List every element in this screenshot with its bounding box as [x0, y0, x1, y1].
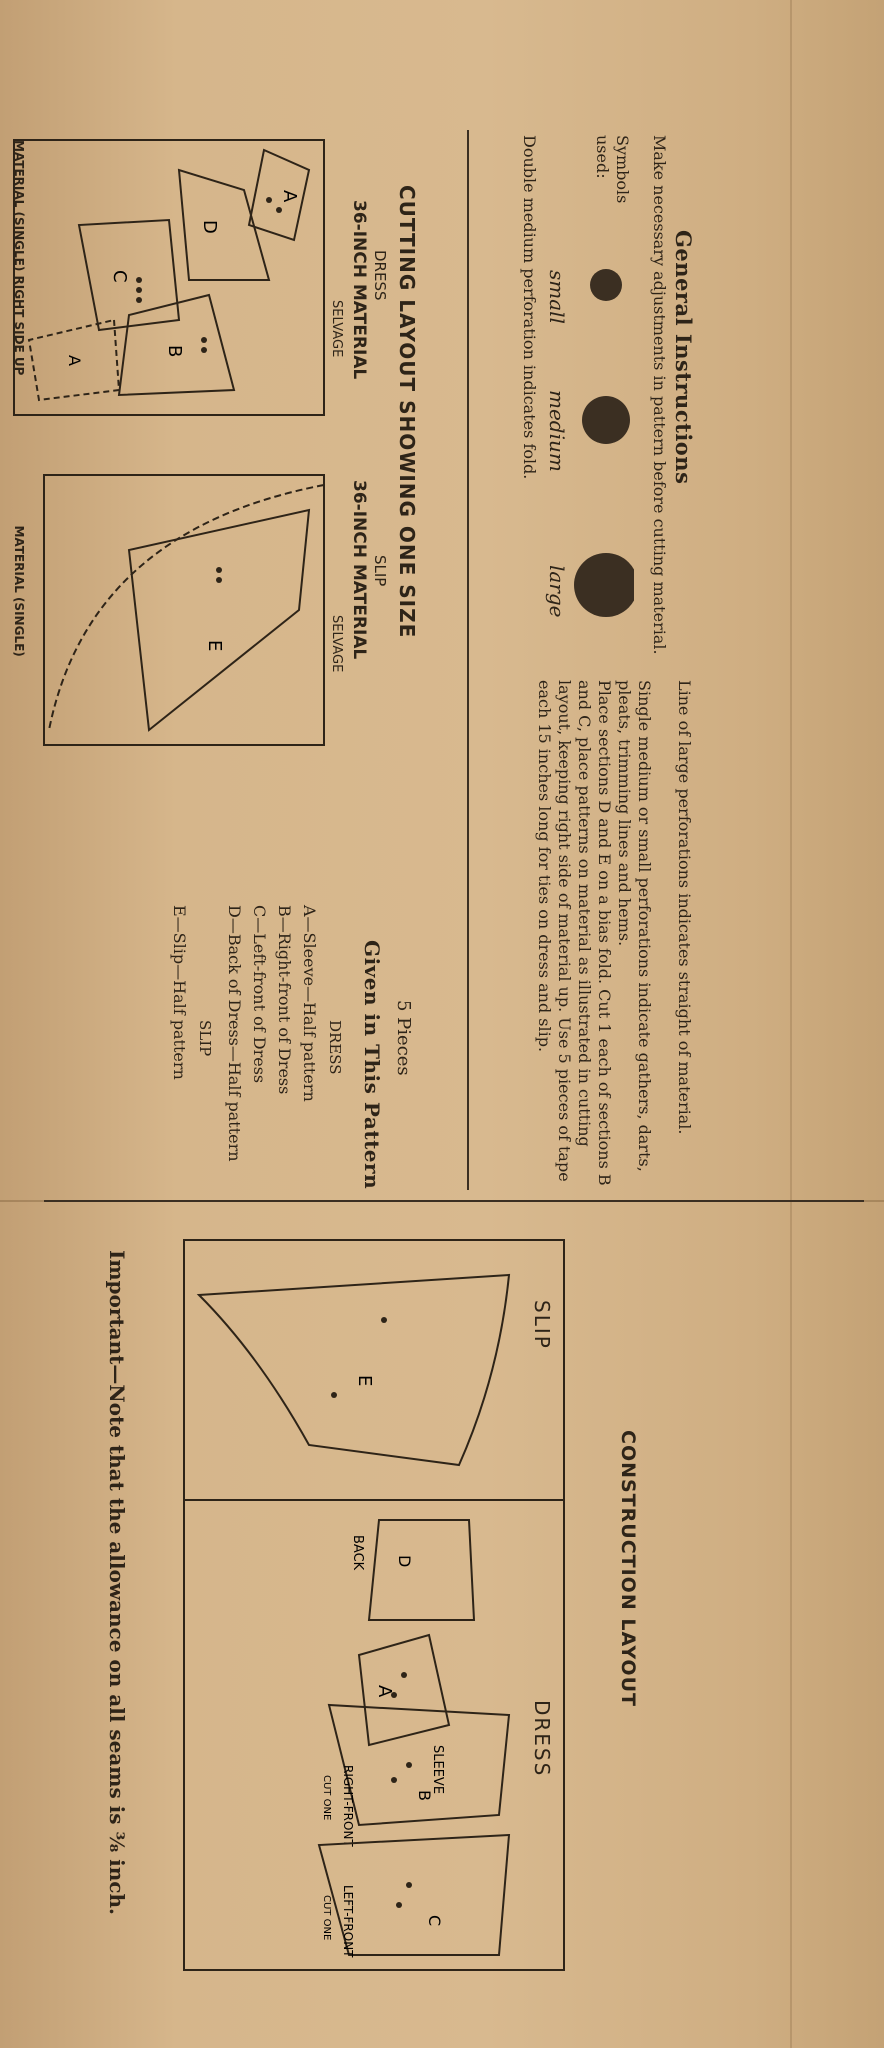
construct-back: BACK — [350, 1535, 365, 1571]
construct-piece-d — [369, 1520, 474, 1620]
piece-item-d: D—Back of Dress—Half pattern — [225, 905, 244, 1162]
construct-letter-a: A — [374, 1685, 395, 1698]
piece-item-b: B—Right-front of Dress — [275, 905, 294, 1095]
construct-left-front: LEFT-FRONT — [341, 1885, 355, 1958]
dress-cutting-frame — [14, 140, 324, 415]
slip-fold-line — [49, 485, 324, 730]
pieces-count: 5 Pieces — [393, 1000, 414, 1076]
symbols-label: Symbols used: — [593, 135, 632, 204]
cut-dress-width: 36-INCH MATERIAL — [349, 200, 369, 380]
cut-dress-side-label: RIGHT SIDE UP — [12, 275, 26, 376]
letter-a-2: A — [65, 355, 84, 366]
large-label: large — [545, 565, 569, 618]
construction-dress-label: DRESS — [530, 1700, 554, 1778]
small-label: small — [545, 270, 569, 324]
piece-d — [179, 170, 269, 280]
single-perf-text: Single medium or small perforations indicate gathers, darts, pleats, trimming lines and hems. — [615, 680, 654, 1172]
medium-label: medium — [545, 390, 569, 472]
piece-item-e: E—Slip—Half pattern — [170, 905, 189, 1080]
pieces-given: Given in This Pattern — [360, 940, 384, 1190]
cut-material-labels — [12, 140, 26, 657]
cut-slip-material-label: MATERIAL (SINGLE) — [12, 525, 26, 657]
construct-letter-c: C — [425, 1915, 444, 1927]
piece-e — [129, 510, 309, 730]
cut-slip-selvage: SELVAGE — [329, 615, 344, 673]
letter-b: B — [164, 345, 185, 358]
construct-piece-a — [359, 1635, 449, 1745]
medium-perforation-icon — [582, 396, 630, 444]
construction-slip-label: SLIP — [530, 1300, 554, 1350]
section-divider — [467, 130, 469, 1190]
vertical-divider — [44, 1200, 864, 1202]
cut-slip-name: SLIP — [371, 555, 389, 587]
cutting-title: CUTTING LAYOUT SHOWING ONE SIZE — [395, 185, 419, 639]
construct-cut-one-c: CUT ONE — [321, 1895, 332, 1941]
construct-letter-d: D — [395, 1555, 414, 1568]
cut-dress-name: DRESS — [371, 250, 389, 301]
construction-title: CONSTRUCTION LAYOUT — [617, 1430, 639, 1707]
construct-piece-e — [199, 1275, 509, 1465]
general-title: General Instructions — [671, 230, 696, 485]
large-perforation-icon — [574, 553, 634, 617]
construct-letter-b: B — [415, 1790, 434, 1801]
construct-piece-b — [329, 1705, 509, 1825]
important-note: Important—Note that the allowance on all seams is ⅜ inch. — [105, 1250, 129, 1915]
cut-dress-selvage: SELVAGE — [329, 300, 344, 358]
cutting-diagrams — [0, 130, 329, 920]
cut-slip-width: 36-INCH MATERIAL — [349, 480, 369, 660]
small-perforation-icon — [590, 269, 622, 301]
construction-diagram — [179, 1235, 569, 1975]
letter-a: A — [279, 190, 300, 203]
pieces-dress-header: DRESS — [326, 1020, 344, 1075]
double-medium-text: Double medium perforation indicates fold. — [520, 135, 539, 480]
letter-d: D — [199, 220, 220, 234]
construct-sleeve: SLEEVE — [430, 1745, 445, 1795]
construct-right-front: RIGHT-FRONT — [341, 1765, 355, 1847]
letter-e: E — [204, 640, 225, 652]
construct-cut-one-b: CUT ONE — [321, 1775, 332, 1821]
pieces-slip-header: SLIP — [196, 1020, 214, 1057]
large-perf-text: Line of large perforations indicates straight of material. — [675, 680, 694, 1135]
placement-text: Place sections D and E on a bias fold. Cut 1 each of sections B and C, place patterns on material as illustrated in cutting layout, keeping right side of material up. Use 5 pieces of tape each 15 inches long for ties on dress and slip. — [535, 680, 614, 1186]
piece-item-c: C—Left-front of Dress — [250, 905, 269, 1084]
adjust-text: Make necessary adjustments in pattern before cutting material. — [650, 135, 669, 655]
cut-dress-material-label: MATERIAL (SINGLE) — [12, 140, 26, 276]
letter-c: C — [109, 270, 130, 283]
piece-item-a: A—Sleeve—Half pattern — [300, 905, 319, 1102]
construct-letter-e: E — [354, 1375, 375, 1387]
